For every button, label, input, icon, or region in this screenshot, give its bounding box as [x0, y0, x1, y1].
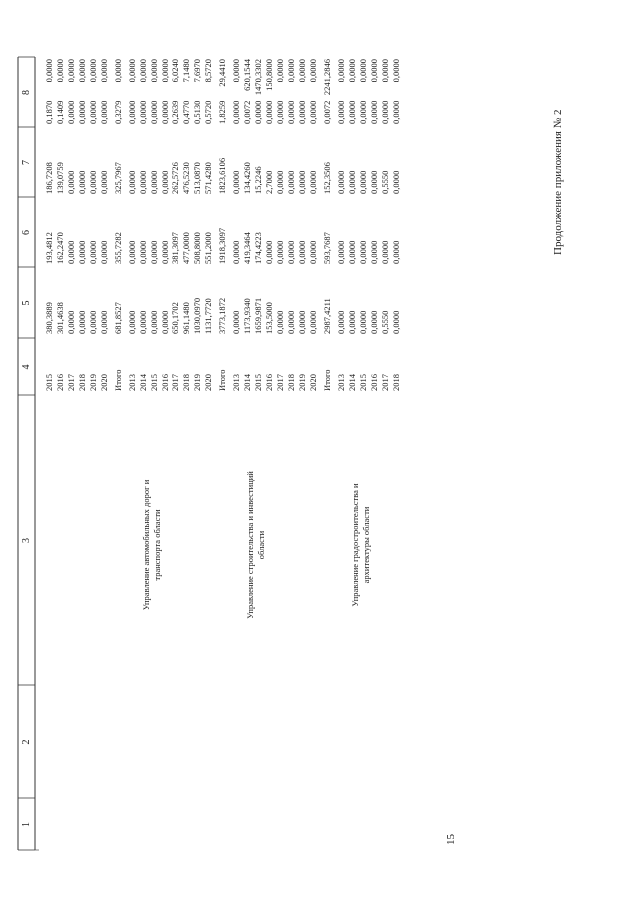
col6-cell: 0,0000	[390, 170, 401, 194]
col5-cell: 0,0000	[346, 240, 357, 264]
column-header-6: 6	[21, 230, 32, 235]
col8-cell: 0,0000	[126, 59, 137, 83]
col6-cell: 15,2246	[253, 166, 264, 194]
year-cell: 2016	[368, 374, 379, 391]
year-cell: 2019	[87, 374, 98, 391]
col5-cell: 0,0000	[368, 240, 379, 264]
col8-cell: 0,0000	[98, 59, 109, 83]
column-header-7: 7	[21, 160, 32, 165]
col8-cell: 0,0000	[275, 59, 285, 83]
col8-cell: 29,4410	[217, 59, 228, 87]
col8-cell: 0,0000	[148, 59, 159, 83]
col6-cell: 0,0000	[296, 170, 307, 194]
col4-cell: 0,0000	[98, 310, 109, 334]
col7-cell: 0,0000	[126, 100, 137, 124]
col7-cell: 0,0000	[137, 100, 148, 124]
col7-cell: 0,0000	[346, 100, 357, 124]
col7-cell: 0,0000	[296, 100, 307, 124]
year-cell: 2018	[285, 374, 296, 391]
col4-cell: 0,0000	[296, 310, 307, 334]
col5-cell: 508,8000	[192, 232, 203, 264]
col7-cell: 0,0072	[321, 100, 332, 124]
col7-cell: 0,0000	[368, 100, 379, 124]
col6-cell: 0,0000	[65, 170, 76, 194]
agency-label-2: Управление строительства и инвестиций области	[245, 471, 267, 619]
col6-cell: 0,0000	[357, 170, 368, 194]
col6-cell: 0,0000	[336, 170, 346, 194]
col6-cell: 0,0000	[285, 170, 296, 194]
col4-cell: 0,0000	[126, 310, 137, 334]
col6-cell: 0,0000	[126, 170, 137, 194]
year-cell: Итого	[217, 369, 228, 391]
col7-cell: 0,5130	[192, 100, 203, 124]
year-cell: 2013	[126, 374, 137, 391]
col6-cell: 0,0000	[231, 170, 242, 194]
year-cell: 2017	[170, 374, 181, 391]
col4-cell: 0,0000	[231, 310, 242, 334]
col4-cell: 0,0000	[285, 310, 296, 334]
col5-cell: 174,4223	[253, 232, 264, 264]
col6-cell: 2,7000	[264, 170, 275, 194]
col8-cell: 0,0000	[87, 59, 98, 83]
col4-cell: 0,0000	[275, 310, 285, 334]
col7-cell: 0,0000	[285, 100, 296, 124]
col7-cell: 0,1409	[54, 100, 65, 124]
col4-cell: 153,5000	[264, 302, 275, 334]
col6-cell: 0,0000	[346, 170, 357, 194]
col6-cell: 186,7208	[44, 162, 54, 194]
year-cell: 2018	[390, 374, 401, 391]
col6-cell: 0,0000	[137, 170, 148, 194]
col7-cell: 0,0000	[275, 100, 285, 124]
col4-cell: 0,0000	[336, 310, 346, 334]
column-header-8: 8	[21, 90, 32, 95]
col5-cell: 551,2000	[203, 232, 214, 264]
page-number: 15	[445, 834, 457, 845]
column-header-3: 3	[21, 538, 32, 543]
col7-cell: 0,0000	[159, 100, 170, 124]
col4-cell: 961,1480	[181, 302, 192, 334]
col7-cell: 0,0000	[264, 100, 275, 124]
col7-cell: 0,0000	[253, 100, 264, 124]
col6-cell: 0,0000	[148, 170, 159, 194]
col6-cell: 139,0759	[54, 162, 65, 194]
continuation-caption: Продолжение приложения № 2	[552, 109, 564, 255]
year-cell: 2019	[296, 374, 307, 391]
agency-label-1: Управление автомобильных дорог и транспорта области	[140, 479, 162, 611]
col4-cell: 0,0000	[87, 310, 98, 334]
col8-cell: 0,0000	[296, 59, 307, 83]
col8-cell: 1470,3302	[253, 59, 264, 96]
year-cell: 2016	[54, 374, 65, 391]
col5-cell: 0,0000	[148, 240, 159, 264]
col7-cell: 0,0000	[148, 100, 159, 124]
col4-cell: 0,0000	[76, 310, 87, 334]
col7-cell: 0,0000	[307, 100, 318, 124]
col5-cell: 477,0000	[181, 232, 192, 264]
year-cell: 2020	[307, 374, 318, 391]
col4-cell: 681,8527	[112, 302, 123, 334]
col7-cell: 0,0000	[357, 100, 368, 124]
col8-cell: 150,8000	[264, 59, 275, 91]
year-cell: Итого	[112, 369, 123, 391]
year-cell: 2016	[159, 374, 170, 391]
col6-cell: 513,0870	[192, 162, 203, 194]
col5-cell: 0,0000	[357, 240, 368, 264]
col8-cell: 0,0000	[390, 59, 401, 83]
col6-cell: 571,4280	[203, 162, 214, 194]
year-cell: 2015	[253, 374, 264, 391]
col7-cell: 0,0000	[98, 100, 109, 124]
col7-cell: 0,5720	[203, 100, 214, 124]
col4-cell: 0,0000	[390, 310, 401, 334]
year-cell: 2015	[148, 374, 159, 391]
col7-cell: 0,3279	[112, 100, 123, 124]
col5-cell: 0,0000	[379, 240, 390, 264]
year-cell: 2019	[192, 374, 203, 391]
col4-cell: 0,0000	[159, 310, 170, 334]
col8-cell: 8,5720	[203, 59, 214, 83]
col4-cell: 301,4638	[54, 302, 65, 334]
col5-cell: 0,0000	[285, 240, 296, 264]
col8-cell: 0,0000	[76, 59, 87, 83]
year-cell: 2013	[336, 374, 346, 391]
year-cell: 2015	[44, 374, 54, 391]
year-cell: 2013	[231, 374, 242, 391]
col4-cell: 1030,0970	[192, 297, 203, 334]
col5-cell: 419,3464	[242, 232, 253, 264]
year-cell: 2018	[181, 374, 192, 391]
year-cell: 2017	[379, 374, 390, 391]
col5-cell: 0,0000	[159, 240, 170, 264]
agency-label-3: Управление градостроительства и архитектуры области	[349, 483, 371, 607]
col4-cell: 3773,1872	[217, 297, 228, 334]
col7-cell: 0,0000	[379, 100, 390, 124]
col6-cell: 0,0000	[159, 170, 170, 194]
col5-cell: 0,0000	[126, 240, 137, 264]
col5-cell: 381,3097	[170, 232, 181, 264]
col7-cell: 0,0000	[336, 100, 346, 124]
col7-cell: 0,2639	[170, 100, 181, 124]
col4-cell: 380,3889	[44, 302, 54, 334]
col5-cell: 0,0000	[98, 240, 109, 264]
col8-cell: 0,0000	[231, 59, 242, 83]
col6-cell: 325,7967	[112, 162, 123, 194]
col6-cell: 0,0000	[87, 170, 98, 194]
column-header-4: 4	[21, 364, 32, 370]
year-cell: 2018	[76, 374, 87, 391]
col8-cell: 2241,2846	[321, 59, 332, 96]
col5-cell: 0,0000	[275, 240, 285, 264]
year-cell: 2014	[346, 374, 357, 391]
col8-cell: 0,0000	[336, 59, 346, 83]
col5-cell: 0,0000	[336, 240, 346, 264]
col8-cell: 0,0000	[54, 59, 65, 83]
year-cell: 2017	[65, 374, 76, 391]
column-header-5: 5	[21, 300, 32, 306]
col8-cell: 0,0000	[285, 59, 296, 83]
col6-cell: 262,5726	[170, 162, 181, 194]
col8-cell: 0,0000	[137, 59, 148, 83]
col5-cell: 0,0000	[65, 240, 76, 264]
col5-cell: 355,7282	[112, 232, 123, 264]
col8-cell: 7,6970	[192, 59, 203, 83]
col4-cell: 0,0000	[357, 310, 368, 334]
col4-cell: 0,0000	[307, 310, 318, 334]
col4-cell: 0,0000	[346, 310, 357, 334]
col8-cell: 0,0000	[65, 59, 76, 83]
year-cell: 2015	[357, 374, 368, 391]
col8-cell: 0,0000	[357, 59, 368, 83]
col7-cell: 0,0072	[242, 100, 253, 124]
col6-cell: 152,3506	[321, 162, 332, 194]
col5-cell: 0,0000	[307, 240, 318, 264]
col7-cell: 0,4770	[181, 100, 192, 124]
col4-cell: 0,5550	[379, 310, 390, 334]
col4-cell: 1131,7720	[203, 298, 214, 334]
col4-cell: 650,1702	[170, 302, 181, 334]
col7-cell: 0,1870	[44, 100, 54, 124]
column-header-1: 1	[21, 822, 32, 827]
col8-cell: 6,0240	[170, 59, 181, 83]
year-cell: 2017	[275, 374, 285, 391]
col7-cell: 0,0000	[76, 100, 87, 124]
col5-cell: 0,0000	[296, 240, 307, 264]
col6-cell: 476,5230	[181, 162, 192, 194]
col5-cell: 0,0000	[390, 240, 401, 264]
col5-cell: 1918,3097	[217, 227, 228, 264]
col5-cell: 0,0000	[231, 240, 242, 264]
col7-cell: 0,0000	[390, 100, 401, 124]
col7-cell: 0,0000	[231, 100, 242, 124]
col7-cell: 0,0000	[87, 100, 98, 124]
col5-cell: 0,0000	[87, 240, 98, 264]
col8-cell: 0,0000	[159, 59, 170, 83]
col6-cell: 0,0000	[76, 170, 87, 194]
year-cell: 2020	[98, 374, 109, 391]
col6-cell: 0,0000	[307, 170, 318, 194]
col8-cell: 7,1480	[181, 59, 192, 83]
col6-cell: 134,4260	[242, 162, 253, 194]
col6-cell: 0,0000	[275, 170, 285, 194]
col6-cell: 0,5550	[379, 170, 390, 194]
col4-cell: 0,0000	[137, 310, 148, 334]
col6-cell: 0,0000	[368, 170, 379, 194]
col7-cell: 0,0000	[65, 100, 76, 124]
year-cell: Итого	[321, 369, 332, 391]
col5-cell: 193,4812	[44, 232, 54, 264]
col5-cell: 593,7687	[321, 232, 332, 264]
col4-cell: 0,0000	[368, 310, 379, 334]
year-cell: 2014	[137, 374, 148, 391]
col5-cell: 0,0000	[264, 240, 275, 264]
col8-cell: 0,0000	[379, 59, 390, 83]
col8-cell: 0,0000	[307, 59, 318, 83]
col8-cell: 0,0000	[346, 59, 357, 83]
col4-cell: 0,0000	[65, 310, 76, 334]
col6-cell: 0,0000	[98, 170, 109, 194]
col8-cell: 0,0000	[368, 59, 379, 83]
year-cell: 2020	[203, 374, 214, 391]
col8-cell: 0,0000	[44, 59, 54, 83]
col5-cell: 0,0000	[76, 240, 87, 264]
col4-cell: 1173,9340	[242, 298, 253, 334]
col4-cell: 2987,4211	[321, 298, 332, 334]
col5-cell: 0,0000	[137, 240, 148, 264]
col7-cell: 1,8259	[217, 100, 228, 124]
year-cell: 2014	[242, 374, 253, 391]
col6-cell: 1823,6106	[217, 157, 228, 194]
col8-cell: 620,1544	[242, 59, 253, 91]
column-header-2: 2	[21, 739, 32, 745]
col5-cell: 162,2470	[54, 232, 65, 264]
col8-cell: 0,0000	[112, 59, 123, 83]
col4-cell: 0,0000	[148, 310, 159, 334]
col4-cell: 1659,9871	[253, 297, 264, 334]
year-cell: 2016	[264, 374, 275, 391]
